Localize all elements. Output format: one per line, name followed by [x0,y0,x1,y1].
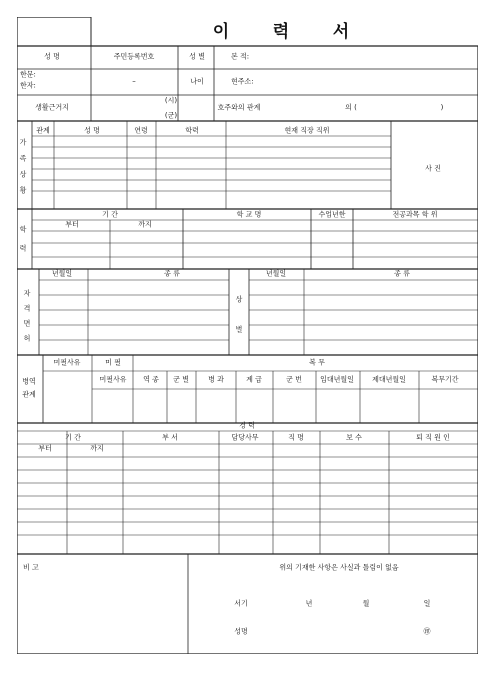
license-label-char-2: 격 [23,304,31,313]
career-position-label: 직 명 [288,433,304,442]
award-date-label: 년월일 [265,269,287,278]
family-label-char-3: 상 [19,170,27,179]
award-label-char-2: 벌 [235,325,243,334]
kanji-label-1: 한문: [20,70,36,79]
date-prefix-label: 서기 [234,599,248,608]
signer-name-label: 성명 [234,627,248,636]
military-col-4: 병 과 [208,375,224,384]
military-col-1: 미필사유 [99,375,127,384]
career-duty-label: 담당사무 [231,433,259,442]
title-char-2: 력 [272,22,292,42]
family-label-char-1: 가 [19,138,27,147]
military-col-8: 제대년월일 [372,375,406,384]
license-label-char-3: 면 [23,319,31,328]
name-label: 성 명 [44,52,60,61]
head-relation-label: 호주와의 관계 [217,103,261,112]
seal-mark: ㊞ [423,627,431,636]
award-label-char-1: 상 [235,295,243,304]
family-col-education: 학력 [185,126,199,135]
education-label-char-2: 력 [19,244,27,253]
license-type-label: 종 류 [164,269,180,278]
origin-label: 본 적: [231,52,250,61]
award-type-label: 종 류 [394,269,410,278]
residence-label: 생활근거지 [35,103,69,112]
family-label-char-4: 황 [19,186,27,195]
career-dept-label: 부 서 [162,433,178,442]
education-major-label: 전공과목 학 위 [392,210,438,219]
month-label: 월 [362,599,370,608]
military-col-2: 역 종 [143,375,159,384]
education-school-label: 학 교 명 [236,210,262,219]
rrn-label: 주민등록번호 [113,52,155,61]
title-char-3: 서 [332,22,352,42]
education-years-label: 수업년한 [318,210,346,219]
license-label-char-1: 자 [23,289,31,298]
family-label-char-2: 족 [19,154,27,163]
family-col-job: 현재 직장 직위 [284,126,330,135]
career-from-label: 부터 [38,444,52,453]
military-reason-label: 미필사유 [53,358,81,367]
military-label-1: 병역 [22,377,36,386]
career-salary-label: 보 수 [346,433,362,442]
education-label-char-1: 학 [19,225,27,234]
kanji-label-2: 한자: [20,81,36,90]
career-section-label: 경 력 [239,421,255,430]
military-col-6: 군 번 [286,375,302,384]
year-label: 년 [305,599,313,608]
military-service-label: 복 무 [309,358,325,367]
form-grid-lines [17,17,478,654]
family-col-age: 연령 [134,126,148,135]
title-char-1: 이 [212,22,232,42]
rrn-dash: – [132,77,136,86]
military-col-5: 계 급 [246,375,262,384]
military-col-7: 입대년월일 [320,375,354,384]
education-period-label: 기 간 [102,210,118,219]
education-from-label: 부터 [65,220,79,229]
career-period-label: 기 간 [65,433,81,442]
military-exemption-label: 미 필 [105,358,121,367]
day-label: 일 [423,599,431,608]
photo-label: 사 진 [425,164,441,173]
remarks-label: 비 고 [23,563,39,572]
certify-text: 위의 기재한 사항은 사실과 틀림이 없음 [279,563,399,572]
education-to-label: 까지 [138,220,152,229]
license-label-char-4: 허 [23,334,31,343]
military-col-3: 군 별 [173,375,189,384]
military-col-9: 복무기간 [431,375,459,384]
address-label: 현주소: [231,77,254,86]
license-date-label: 년월일 [51,269,73,278]
resume-form [17,17,478,654]
career-reason-label: 퇴 직 원 인 [416,433,450,442]
family-col-name: 성 명 [84,126,100,135]
age-label: 나이 [190,77,204,86]
family-col-relation: 관계 [36,126,50,135]
county-label: (군) [164,111,178,120]
head-relation-close: ) [440,103,444,112]
head-relation-of: 의 ( [345,103,357,112]
military-label-2: 관계 [22,390,36,399]
city-label: (시) [164,96,178,105]
gender-label: 성 별 [189,52,205,61]
career-to-label: 까지 [90,444,104,453]
